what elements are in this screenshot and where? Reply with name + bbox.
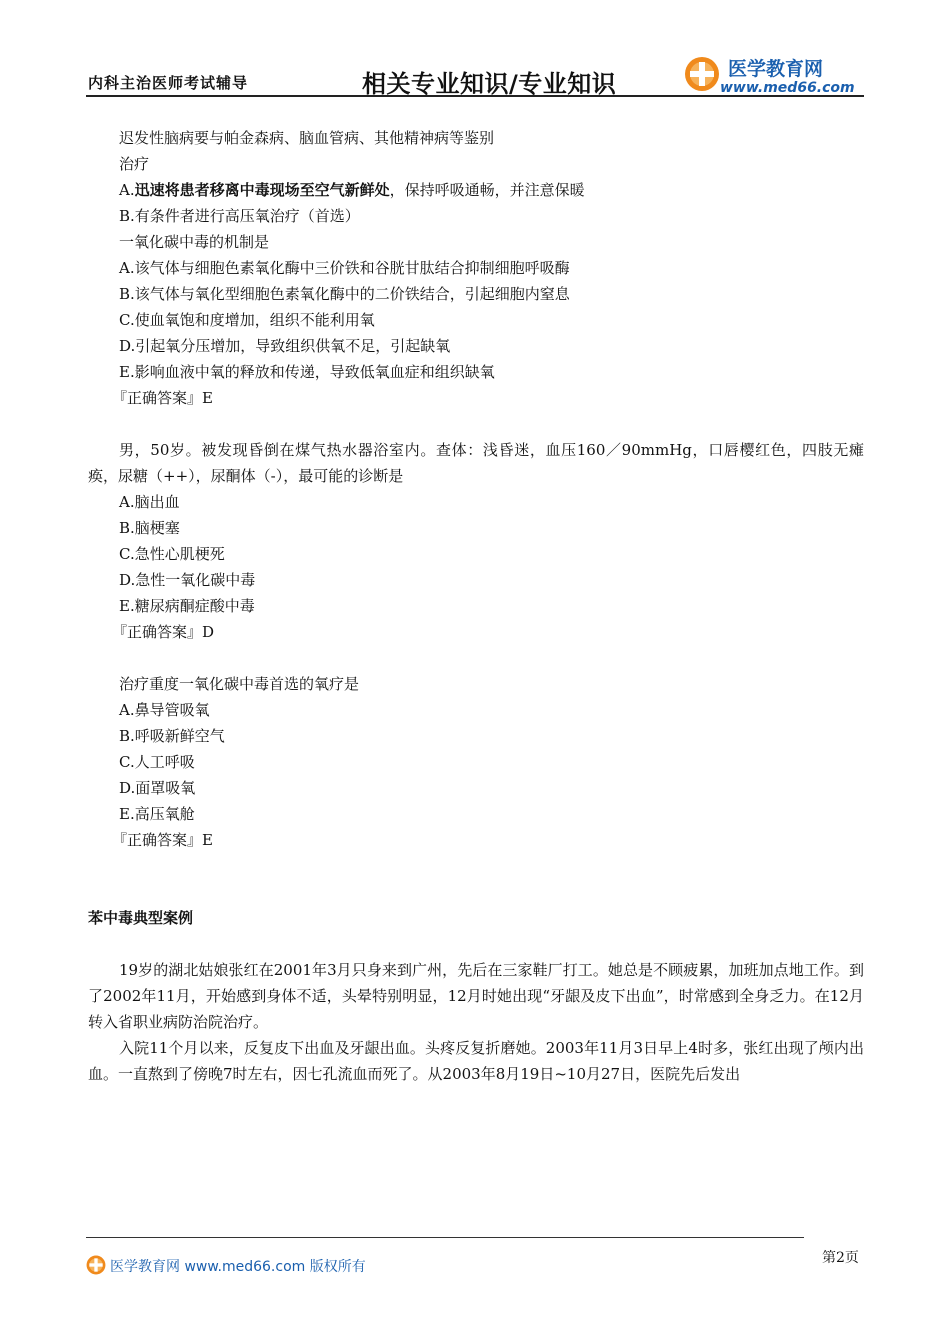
question-option: C.使血氧饱和度增加，组织不能利用氧 [119,311,375,329]
text-line: 治疗 [119,155,150,173]
text-line: 迟发性脑病要与帕金森病、脑血管病、其他精神病等鉴别 [119,129,495,147]
question-option: A.鼻导管吸氧 [119,701,210,719]
header-course-title: 内科主治医师考试辅导 [88,74,249,92]
logo-name: 医学教育网 [728,58,824,80]
question-option: D.面罩吸氧 [119,779,196,797]
item-prefix: A. [119,181,135,199]
item-rest: ，保持呼吸通畅，并注意保暖 [389,181,585,199]
question-option: B.该气体与氧化型细胞色素氧化酶中的二价铁结合，引起细胞内窒息 [119,285,570,303]
bold-emphasis: 迅速将患者移离中毒现场至空气新鲜处 [134,181,390,199]
footer-logo-icon [86,1255,106,1275]
question-option: D.引起氧分压增加，导致组织供氧不足，引起缺氧 [119,337,451,355]
correct-answer: 『正确答案』E [112,389,213,407]
logo-url: www.med66.com [720,80,855,96]
question-stem: 男，50岁。被发现昏倒在煤气热水器浴室内。查体：浅昏迷，血压160／90mmHg，口唇樱红色，四肢无瘫痪，尿糖（++），尿酮体（-），最可能的诊断是 [88,441,864,485]
correct-answer: 『正确答案』D [112,623,215,641]
case-paragraph: 19岁的湖北姑娘张红在2001年3月只身来到广州，先后在三家鞋厂打工。她总是不顾疲累，加班加点地工作。到了2002年11月，开始感到身体不适，头晕特别明显，12月时她出现“牙龈及皮下出血”，时常感到全身乏力。在12月转入省职业病防治院治疗。 [88,961,864,1031]
question-stem: 一氧化碳中毒的机制是 [119,233,270,251]
footer-text: 医学教育网 www.med66.com 版权所有 [110,1259,366,1275]
footer-divider [86,1237,804,1238]
site-logo[interactable] [684,54,864,98]
case-paragraph: 入院11个月以来，反复皮下出血及牙龈出血。头疼反复折磨她。2003年11月3日早上4时多，张红出现了颅内出血。一直熬到了傍晚7时左右，因七孔流血而死了。从2003年8月19日~10月27日，医院先后发出 [88,1039,864,1083]
treatment-item-b: B.有条件者进行高压氧治疗（首选） [119,207,360,225]
question-option: C.急性心肌梗死 [119,545,225,563]
case-heading: 苯中毒典型案例 [88,909,194,927]
document-body [88,125,864,1087]
question-option: C.人工呼吸 [119,753,195,771]
question-option: B.脑梗塞 [119,519,180,537]
question-stem: 治疗重度一氧化碳中毒首选的氧疗是 [119,675,360,693]
header-section-title: 相关专业知识/专业知识 [362,70,617,98]
question-option: A.脑出血 [119,493,180,511]
header-divider [86,95,864,97]
question-option: B.呼吸新鲜空气 [119,727,225,745]
correct-answer: 『正确答案』E [112,831,213,849]
page-number: 第2页 [822,1250,859,1266]
question-option: D.急性一氧化碳中毒 [119,571,256,589]
question-option: E.影响血液中氧的释放和传递，导致低氧血症和组织缺氧 [119,363,495,381]
question-option: A.该气体与细胞色素氧化酶中三价铁和谷胱甘肽结合抑制细胞呼吸酶 [119,259,570,277]
logo-cross-icon [684,56,720,92]
question-option: E.高压氧舱 [119,805,195,823]
treatment-item-a [88,177,864,203]
question-option: E.糖尿病酮症酸中毒 [119,597,255,615]
